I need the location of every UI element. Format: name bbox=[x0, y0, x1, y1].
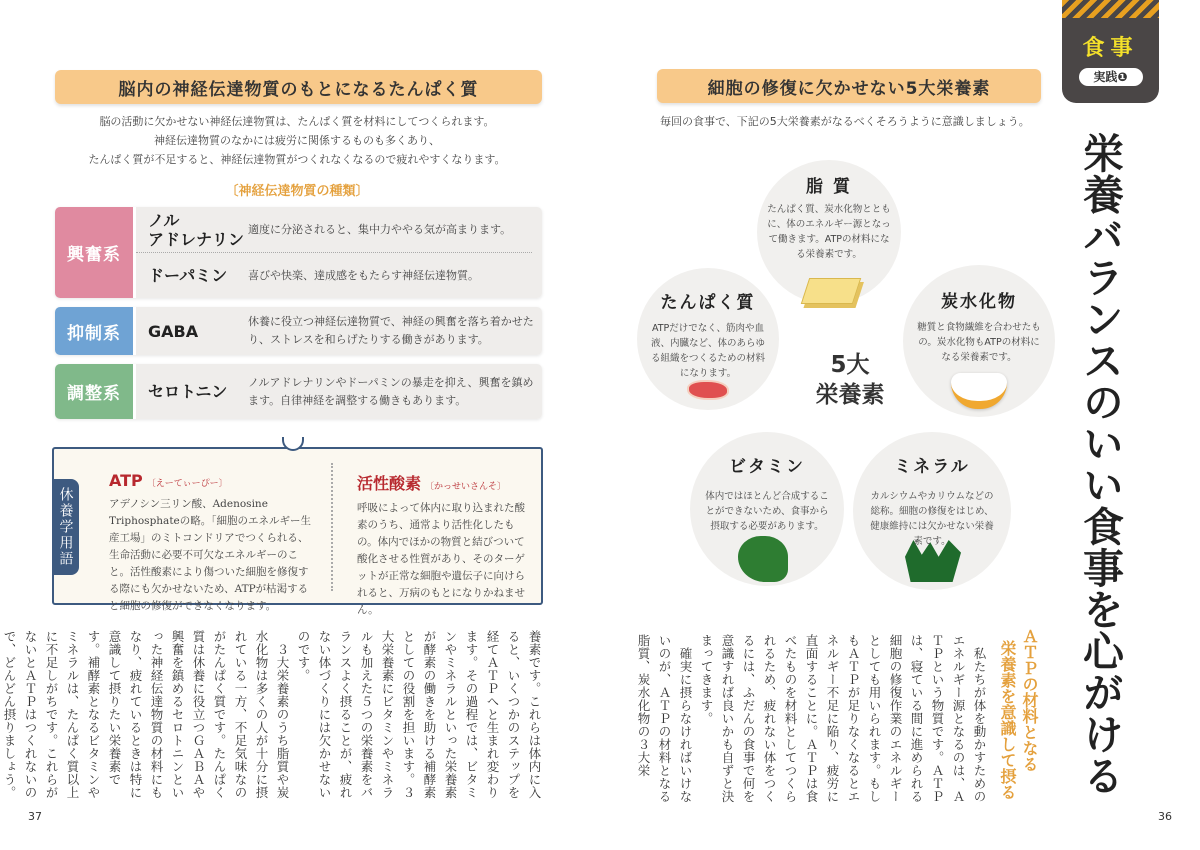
nutrient-carbohydrate bbox=[903, 265, 1055, 417]
term-title: 活性酸素 bbox=[357, 474, 422, 493]
term-title: ATP bbox=[109, 471, 143, 490]
term-reading: 〔かっせいさんそ〕 bbox=[425, 482, 507, 492]
category-label: 調整系 bbox=[55, 364, 133, 419]
category-label: 抑制系 bbox=[55, 307, 133, 355]
center-label bbox=[800, 350, 900, 410]
neurotransmitter-desc: 休養に役立つ神経伝達物質で、神経の興奮を落ち着かせたり、ストレスを和らげたりする働きがあります。 bbox=[248, 315, 534, 346]
neurotransmitter-name: GABA bbox=[148, 321, 199, 341]
neurotransmitter-name: セロトニン bbox=[148, 382, 228, 401]
page-title: 栄養バランスのいい食事を心がける bbox=[1076, 132, 1124, 796]
intro-text bbox=[52, 112, 542, 169]
neurotransmitter-desc: 喜びや快楽、達成感をもたらす神経伝達物質。 bbox=[248, 268, 479, 282]
body-paragraph: ３大栄養素のうち脂質や炭水化物は多くの人が十分に摂れている一方、不足気味なのがたんぱく質です。たんぱく質は休養に役立つＧＡＢＡや興奮を鎮めるセロトニンといった神経伝達物質の材料にもなり、疲れているときは特に意識して摂りたい栄養素です。補酵素となるビタミンやミネラルは、たんぱく質以上に不足しがちです。これらがないとＡＴＰはつくれないので、どんどん摂りましょう。 bbox=[2, 630, 290, 799]
tag-title: 食事 bbox=[1082, 36, 1139, 61]
category-row-excitatory bbox=[55, 207, 542, 298]
heading-line: ＡＴＰの材料となる bbox=[1020, 628, 1039, 772]
glossary-box bbox=[52, 447, 543, 616]
nutrient-desc: 糖質と食物繊維を合わせたもの。炭水化物もATPの材料になる栄養素です。 bbox=[917, 322, 1041, 363]
intro-line: 脳の活動に欠かせない神経伝達物質は、たんぱく質を材料にしてつくられます。 bbox=[99, 115, 495, 128]
nutrient-name: ミネラル bbox=[894, 457, 970, 477]
left-body-text bbox=[2, 630, 545, 808]
term-reading: 〔えーてぃーぴー〕 bbox=[146, 479, 228, 489]
category-row-regulatory bbox=[55, 364, 542, 419]
nutrient-name: 脂 質 bbox=[806, 177, 852, 197]
page-number-right: 36 bbox=[1158, 810, 1172, 823]
nutrient-fat bbox=[757, 160, 901, 304]
nutrient-desc: たんぱく質、炭水化物とともに、体のエネルギー源となって働きます。ATPの材料になる栄養素です。 bbox=[767, 204, 891, 260]
intro-line: 神経伝達物質のなかには疲労に関係するものも多くあり、 bbox=[154, 134, 440, 147]
heading-line: 栄養素を意識して摂る bbox=[998, 640, 1017, 800]
glossary-term-active-oxygen bbox=[357, 471, 532, 619]
section-banner-neurotransmitters: 脳内の神経伝達物質のもとになるたんぱく質 bbox=[55, 70, 542, 104]
body-paragraph: 確実に摂らなければいけないのが、ＡＴＰの材料となる脂質、炭水化物の３大栄 bbox=[636, 634, 693, 803]
nutrient-desc: 体内ではほとんど合成することができないため、食事から摂取する必要があります。 bbox=[705, 491, 829, 532]
glossary-divider bbox=[331, 463, 333, 591]
nutrient-vitamin bbox=[690, 432, 844, 586]
glossary-notch bbox=[282, 437, 304, 451]
neurotransmitter-desc: ノルアドレナリンやドーパミンの暴走を抑え、興奮を鎮めます。自律神経を調整する働きもあります。 bbox=[248, 375, 534, 407]
category-label: 興奮系 bbox=[55, 207, 133, 298]
nutrient-desc: ATPだけでなく、筋肉や血液、内臓など、体のあらゆる組織をつくるための材料になります。 bbox=[650, 323, 765, 379]
nutrient-name: 炭水化物 bbox=[941, 292, 1017, 312]
term-body: 呼吸によって体内に取り込まれた酸素のうち、通常より活性化したもの。体内でほかの物質と結びついて酸化させる性質があり、そのターゲットが正常な細胞や遺伝子に向けられると、万病のもとになりかねません。 bbox=[357, 502, 525, 616]
tag-subtitle: 実践❶ bbox=[1079, 68, 1143, 86]
table-title: 〔神経伝達物質の種類〕 bbox=[225, 184, 369, 199]
center-label-line: 栄養素 bbox=[815, 382, 885, 408]
term-body: アデノシン三リン酸、Adenosine Triphosphateの略。「細胞のエネルギー生産工場」のミトコンドリアでつくられる、生命活動に必要不可欠なエネルギーのこと。活性酸素により傷ついた細胞を修復する際にも欠かせないため、ATPが枯渇すると細胞の修復ができなくなります。 bbox=[109, 498, 312, 612]
body-paragraph: 私たちが体を動かすためのエネルギー源となるのは、ＡＴＰという物質です。ＡＴＰは、寝ている間に進められる細胞の修復作業のエネルギーとしても用いられます。もしもＡＴＰが足りなくなるとエネルギー不足に陥り、疲労に直面することに。ＡＴＰは食べたものを材料としてつくられるため、疲れない体をつくるには、ふだんの食事で何を意識すれば良いかも自ずと決まってきます。 bbox=[699, 634, 987, 803]
neurotransmitter-name: ノル アドレナリン bbox=[148, 210, 245, 249]
nutrient-mineral bbox=[853, 432, 1011, 590]
body-paragraph: 養素です。これらは体内に入ると、いくつかのステップを経てＡＴＰへと生まれ変わります。その過程では、ビタミンやミネラルといった栄養素が酵素の働きを助ける補酵素としての役割を担います。３大栄養素にビタミンやミネラルも加えた５つの栄養素をバランスよく摂ることが、疲れない体づくりには欠かせないのです。 bbox=[296, 630, 542, 799]
rice-bowl-icon bbox=[951, 373, 1007, 409]
center-label-line: 5大 bbox=[830, 352, 870, 378]
neurotransmitter-name: ドーパミン bbox=[148, 266, 228, 285]
nutrient-desc: カルシウムやカリウムなどの総称。細胞の修復をはじめ、健康維持には欠かせない栄養素です。 bbox=[870, 491, 994, 547]
nutrient-name: たんぱく質 bbox=[660, 293, 756, 313]
neurotransmitter-desc: 適度に分泌されると、集中力ややる気が高まります。 bbox=[248, 222, 512, 236]
hazard-stripes bbox=[1062, 0, 1159, 18]
nutrients-intro: 毎回の食事で、下記の5大栄養素がなるべくそろうように意識しましょう。 bbox=[660, 115, 1030, 128]
right-body-text bbox=[636, 634, 990, 806]
category-row-inhibitory bbox=[55, 307, 542, 355]
spinach-icon bbox=[738, 536, 788, 582]
butter-icon bbox=[801, 278, 861, 304]
intro-line: たんぱく質が不足すると、神経伝達物質がつくれなくなるので疲れやすくなります。 bbox=[88, 153, 506, 166]
nutrient-name: ビタミン bbox=[729, 457, 805, 477]
category-tag bbox=[1062, 0, 1159, 103]
nutrient-protein bbox=[637, 268, 779, 410]
section-heading bbox=[996, 628, 1040, 808]
page-number-left: 37 bbox=[28, 810, 42, 823]
section-banner-nutrients: 細胞の修復に欠かせない5大栄養素 bbox=[657, 69, 1041, 103]
glossary-tab: 休養学用語 bbox=[52, 479, 79, 575]
glossary-term-atp bbox=[109, 471, 314, 615]
meat-icon bbox=[687, 380, 729, 400]
